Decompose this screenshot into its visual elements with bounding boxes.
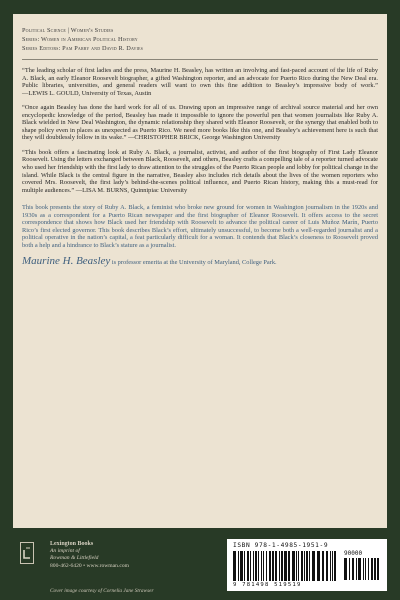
divider: [22, 59, 378, 60]
cover-credit: Cover image courtesy of Cornelia Jane Strawser: [50, 588, 154, 594]
imprint-label: An imprint of: [50, 548, 80, 555]
addon-barcode-bars: [344, 558, 380, 582]
blurb-quote: [22, 104, 378, 142]
author-bio: [22, 257, 378, 267]
quote-attribution: —LISA M. BURNS, Quinnipiac University: [75, 186, 188, 194]
cover-footer: [0, 528, 400, 600]
blurb-quote: [22, 67, 378, 97]
quote-attribution: —LEWIS L. GOULD, University of Texas, Austin: [22, 89, 152, 97]
price-code: 90000: [344, 550, 363, 557]
quote-text: “This book offers a fascinating look at Ruby A. Black, a journalist, activist, and author of the first biography of First Lady Eleanor Roosevelt. Using the letters exchanged between Black, Roosevelt, and others, Beasley crafts a compelling tale of a reporter turned advocate who used her friendship with the first lady to draw attention to the struggles of the Puerto Rican people and lobby for political change in the island. While Black is the central figure in the narrative, Beasley also includes rich details about the lives of the women reporters who covered Mrs. Roosevelt, the first lady’s behind-the-scenes political influence, and Puerto Rican history, making this a must-read for multiple audiences.”: [22, 148, 378, 194]
isbn-barcode: [227, 539, 387, 591]
series-line: Series: Women in American Political History: [22, 36, 138, 43]
barcode-digits: 9 781498 519519: [233, 582, 302, 588]
publisher-contact: 800-462-6420 • www.rowman.com: [50, 562, 129, 569]
book-description: This book presents the story of Ruby A. Black, a feminist who broke new ground for women in Washington journalism in the 1920s and 1930s as a correspondent for a Puerto Rican newspaper and the first biographer of Eleanor Roosevelt. It offers access to the secret correspondence that shows how Black used her friendship with Roosevelt to advance the political career of Luis Muñoz Marín, Puerto Rico’s first elected governor. This book describes Black’s effort, ultimately unsuccessful, to become both a well-regarded journalist and a political operative in the nation’s capital, a feat particularly difficult for a woman. It contends that Black’s closeness to Roosevelt proved both a help and a hindrance to Black’s stature as a journalist.: [22, 204, 378, 249]
parent-publisher: Rowman & Littlefield: [50, 555, 99, 562]
publisher-info: [50, 541, 129, 570]
editors-line: Series Editors: Pam Parry and David R. Davies: [22, 45, 143, 52]
barcode-bars: [233, 551, 337, 581]
back-cover-panel: [13, 14, 387, 528]
quote-text: “The leading scholar of first ladies and the press, Maurine H. Beasley, has written an involving and fast-paced account of the life of Ruby A. Black, an early Eleanor Roosevelt biographer, a gifted Washington reporter, and an advocate for Puerto Rico during the New Deal era. Public libraries, universities, and general readers will want to own this fine addition to Beasley’s impressive body of work.”: [22, 67, 378, 90]
publisher-logo-icon: [20, 542, 34, 564]
quote-attribution: —CHRISTOPHER BRICK, George Washington University: [128, 134, 281, 142]
isbn-label: ISBN 978-1-4985-1951-9: [233, 542, 329, 549]
author-bio-text: is professor emerita at the University of Maryland, College Park.: [110, 259, 277, 267]
author-name: Maurine H. Beasley: [22, 255, 111, 268]
quote-text: “Once again Beasley has done the hard work for all of us. Drawing upon an impressive range of archival source material and her own encyclopedic knowledge of the period, Beasley has made it impossible to ignore the powerful pen that women journalists like Ruby A. Black wielded in New Deal Washington, the dynamic relationship they shared with Eleanor Roosevelt, or the synergy that enabled both to shape policy even in places as unexpected as Puerto Rico. We need more books like this one, and Beasley’s achievement here is such that they will doubtlessly follow in its wake.”: [22, 104, 378, 142]
publisher-name: Lexington Books: [50, 541, 94, 547]
subject-line: Political Science | Women's Studies: [22, 27, 114, 34]
category-header: [22, 26, 378, 53]
blurb-quote: [22, 149, 378, 194]
